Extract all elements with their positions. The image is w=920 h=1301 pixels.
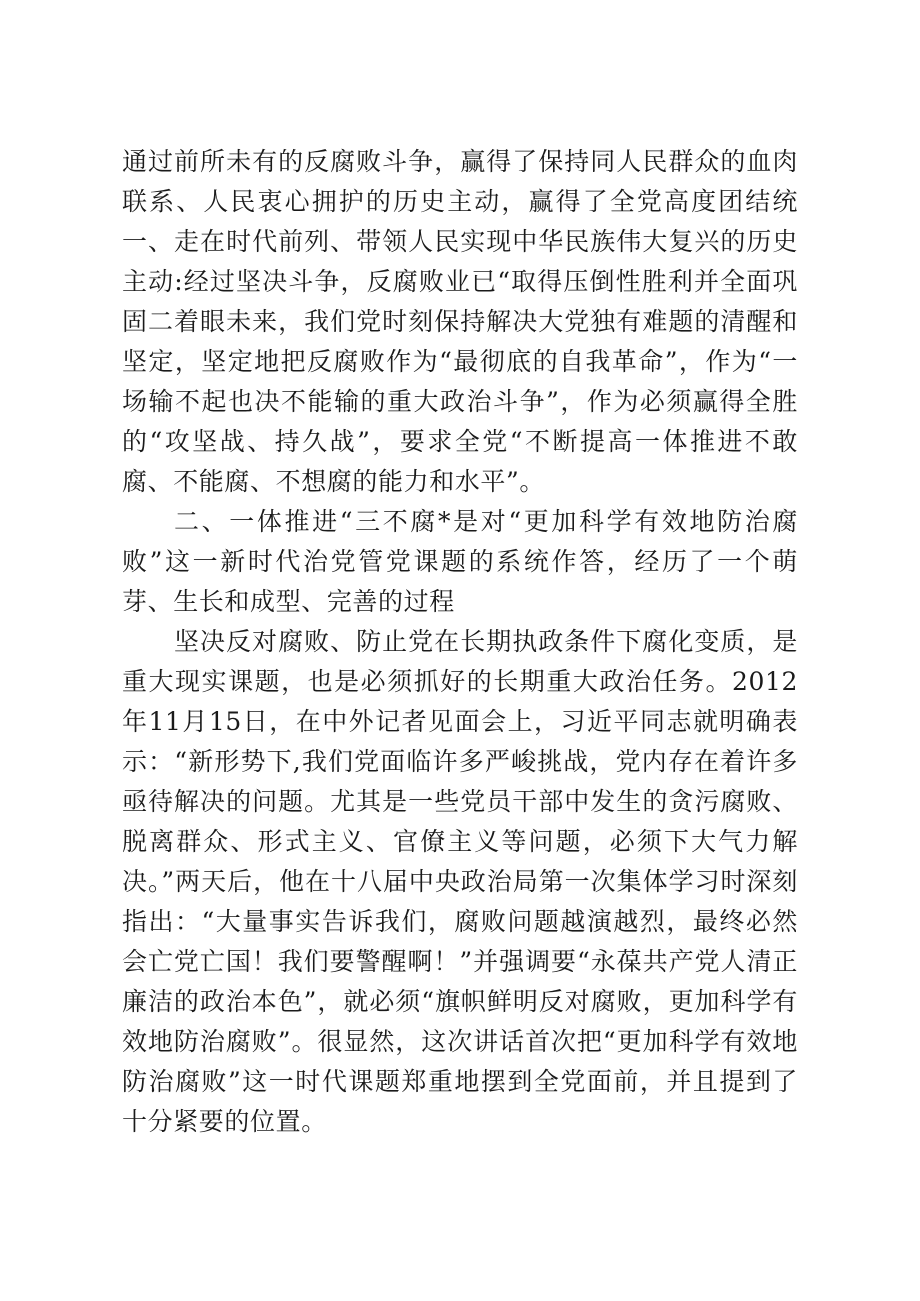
paragraph-1: 通过前所未有的反腐败斗争，赢得了保持同人民群众的血肉联系、人民衷心拥护的历史主动，赢得了全党高度团结统一、走在时代前列、带领人民实现中华民族伟大复兴的历史主动:经过坚决斗争，反腐败业已“取得压倒性胜利并全面巩固二着眼未来，我们党时刻保持解决大党独有难题的清醒和坚定，坚定地把反腐败作为“最彻底的自我革命”，作为“一场输不起也决不能输的重大政治斗争”，作为必须赢得全胜的“攻坚战、持久战”，要求全党“不断提高一体推进不敢腐、不能腐、不想腐的能力和水平”。 [122,147,798,496]
paragraph-3: 坚决反对腐败、防止党在长期执政条件下腐化变质，是重大现实课题，也是必须抓好的长期重大政治任务。2012年11月15日，在中外记者见面会上，习近平同志就明确表示：“新形势下,我们党面临许多严峻挑战，党内存在着许多亟待解决的问题。尤其是一些党员干部中发生的贪污腐败、脱离群众、形式主义、官僚主义等问题，必须下大气力解决。”两天后，他在十八届中央政治局第一次集体学习时深刻指出：“大量事实告诉我们，腐败问题越演越烈，最终必然会亡党亡国！我们要警醒啊！”并强调要“永葆共产党人清正廉洁的政治本色”，就必须“旗帜鲜明反对腐败，更加科学有效地防治腐败”。很显然，这次讲话首次把“更加科学有效地防治腐败”这一时代课题郑重地摆到全党面前，并且提到了十分紧要的位置。 [122,627,798,1136]
section-heading-2: 二、一体推进“三不腐*是对“更加科学有效地防治腐败”这一新时代治党管党课题的系统作答，经历了一个萌芽、生长和成型、完善的过程 [122,507,798,616]
document-body [122,142,798,1142]
